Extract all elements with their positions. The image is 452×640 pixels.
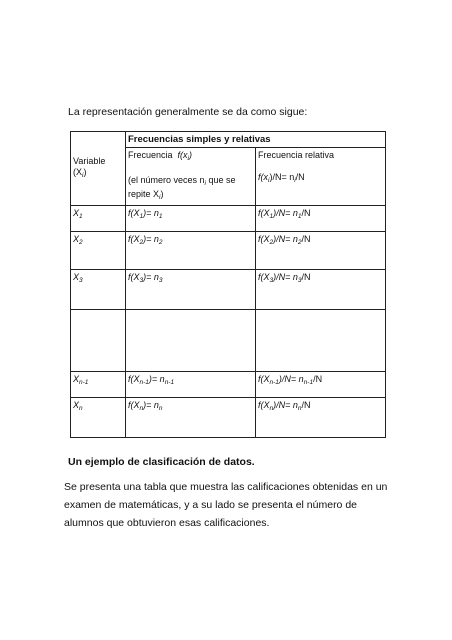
cell-variable: $X_1$ <box>71 206 126 232</box>
table-row <box>71 398 386 438</box>
section-heading: Un ejemplo de clasificación de datos. <box>68 456 255 468</box>
header-relative-frequency: Frecuencia relativa $f(x_i)/N= n_i/N$ <box>256 148 386 206</box>
cell-relative <box>256 310 386 372</box>
cell-frequency: $f(X_{n-1})= n_{n-1}$ <box>126 372 256 398</box>
cell-frequency: $f(X_3)= n_3$ <box>126 270 256 310</box>
table-row <box>71 372 386 398</box>
cell-relative: $f(X_n)/N= n_n/N$ <box>256 398 386 438</box>
cell-frequency <box>126 310 256 372</box>
header-frequency: Frecuencia $f(x_i)$ (el número veces $n_i$ que se repite $X_i$) <box>126 148 256 206</box>
intro-text: La representación generalmente se da como sigue: <box>68 106 308 118</box>
cell-variable: $X_{n-1}$ <box>71 372 126 398</box>
cell-relative: $f(X_{n-1})/N= n_{n-1}/N$ <box>256 372 386 398</box>
cell-variable <box>71 310 126 372</box>
frequency-table <box>70 131 386 438</box>
table-row <box>71 310 386 372</box>
cell-frequency: $f(X_2)= n_2$ <box>126 232 256 270</box>
cell-relative: $f(X_1)/N= n_1/N$ <box>256 206 386 232</box>
header-variable: Variable $(X_i)$ <box>71 132 126 206</box>
body-paragraph: Se presenta una tabla que muestra las calificaciones obtenidas en un examen de matemáticas, y a su lado se presenta el número de alumnos que obtuvieron esas calificaciones. <box>64 481 388 529</box>
table-row <box>71 270 386 310</box>
cell-frequency: $f(X_n)= n_n$ <box>126 398 256 438</box>
cell-relative: $f(X_3)/N= n_3/N$ <box>256 270 386 310</box>
table-row <box>71 232 386 270</box>
cell-frequency: $f(X_1)= n_1$ <box>126 206 256 232</box>
table-row <box>71 206 386 232</box>
header-group: Frecuencias simples y relativas <box>126 132 386 148</box>
cell-variable: $X_n$ <box>71 398 126 438</box>
cell-variable: $X_3$ <box>71 270 126 310</box>
cell-relative: $f(X_2)/N= n_2/N$ <box>256 232 386 270</box>
cell-variable: $X_2$ <box>71 232 126 270</box>
